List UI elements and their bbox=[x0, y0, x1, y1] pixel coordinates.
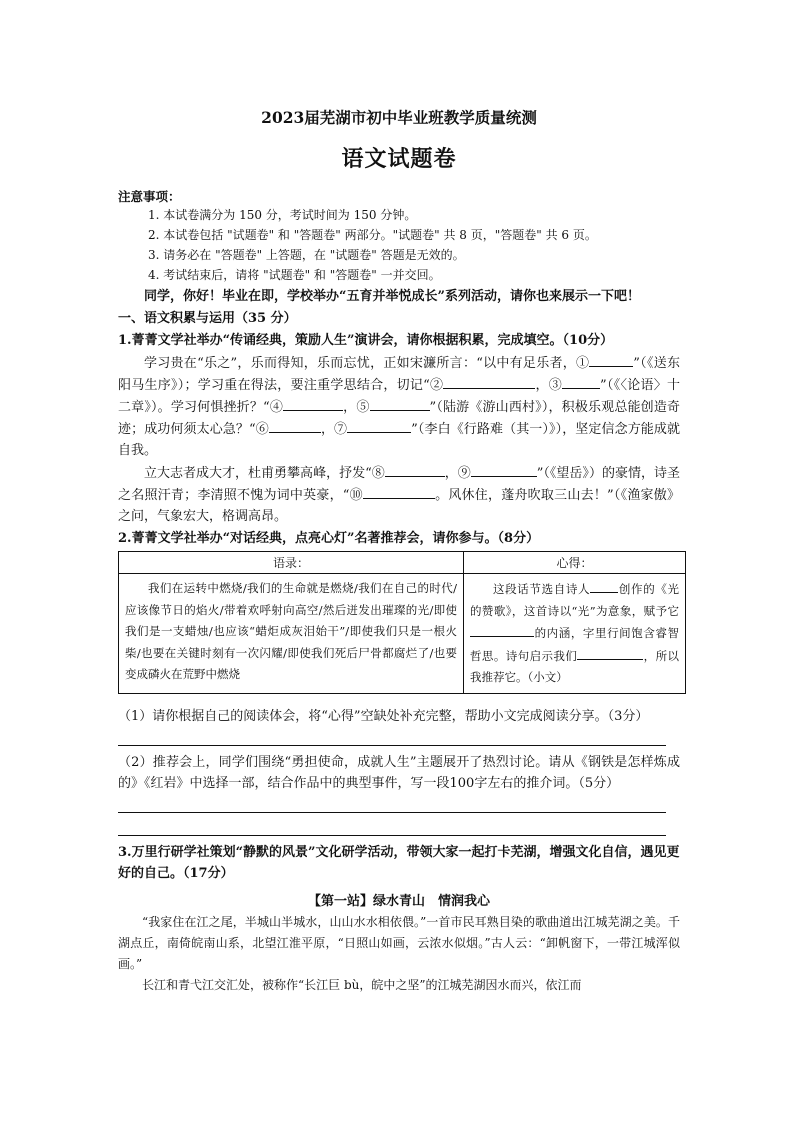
section-1-title: 一、语文积累与运用（35 分） bbox=[118, 311, 297, 326]
exam-page bbox=[118, 100, 680, 996]
blank-4[interactable] bbox=[283, 396, 343, 411]
blank-8[interactable] bbox=[385, 462, 445, 477]
q1-paragraph-2: 立大志者成大才，杜甫勇攀高峰，抒发“⑧ ，⑨ ”（《望岳》）的豪情，诗圣之名照汗青；李清照不愧为词中英豪，“⑩ 。风休住，蓬舟吹取三山去！”（《渔家傲》之问，气象宏大，格调高昂。 bbox=[118, 462, 680, 527]
q2-title: 2.菁菁文学社举办“对话经典，点亮心灯”名著推荐会，请你参与。（8分） bbox=[118, 531, 540, 546]
blank-1[interactable] bbox=[589, 352, 633, 367]
exam-subtitle: 2023届芜湖市初中毕业班教学质量统测 bbox=[261, 108, 537, 127]
notes-heading: 注意事项： bbox=[118, 189, 181, 204]
blank-insight[interactable] bbox=[577, 645, 643, 660]
q3-title: 3.万里行研学社策划“静默的风景”文化研学活动，带领大家一起打卡芜湖，增强文化自信，遇见更好的自己。（17分） bbox=[118, 844, 680, 881]
answer-line-3[interactable] bbox=[118, 817, 666, 836]
q3-paragraph-2: 长江和青弋江交汇处，被称作“长江巨 bù，皖中之坚”的江城芜湖因水而兴，依江而 bbox=[142, 977, 582, 992]
answer-line-1[interactable] bbox=[118, 727, 666, 746]
q3-paragraph-1: “我家住在江之尾，半城山半城水，山山水水相依偎。”一首市民耳熟目染的歌曲道出江城芜湖之美。千湖点丘，南倚皖南山系，北望江淮平原，“日照山如画，云浓水似烟。”古人云：“卸帆窗下，一带江城浑似画。” bbox=[118, 914, 680, 971]
note-item-3: 3. 请务必在 "答题卷" 上答题，在 "试题卷" 答题是无效的。 bbox=[148, 248, 465, 262]
q2-sub2: （2）推荐会上，同学们围绕“勇担使命，成就人生”主题展开了热烈讨论。请从《钢铁是怎样炼成的》《红岩》中选择一部，结合作品中的典型事件，写一段100字左右的推介词。（5分） bbox=[118, 754, 680, 791]
blank-meaning[interactable] bbox=[470, 622, 534, 637]
greeting: 同学，你好！毕业在即，学校举办“五育并举悦成长”系列活动，请你也来展示一下吧！ bbox=[144, 289, 640, 304]
exam-title: 语文试题卷 bbox=[341, 146, 457, 172]
blank-poet[interactable] bbox=[590, 578, 618, 593]
blank-5[interactable] bbox=[370, 396, 430, 411]
q2-sub1: （1）请你根据自己的阅读体会，将“心得”空缺处补充完整，帮助小文完成阅读分享。（3分） bbox=[118, 708, 649, 724]
note-item-2: 2. 本试卷包括 "试题卷" 和 "答题卷" 两部分。"试题卷" 共 8 页，"答题卷" 共 6 页。 bbox=[148, 228, 597, 242]
note-item-1: 1. 本试卷满分为 150 分，考试时间为 150 分钟。 bbox=[148, 208, 417, 222]
blank-10[interactable] bbox=[363, 484, 435, 499]
q1-title: 1.菁菁文学社举办“传诵经典，策励人生”演讲会，请你根据积累，完成填空。（10分） bbox=[118, 333, 614, 348]
table-insight-cell: 这段话节选自诗人 创作的《光的赞歌》，这首诗以“光”为意象，赋予它的内涵，字里行间饱含睿智哲思。诗句启示我们 ，所以我推荐它。（小文） bbox=[464, 574, 686, 694]
blank-2[interactable] bbox=[443, 374, 535, 389]
table-header-insight: 心得： bbox=[464, 552, 686, 574]
note-item-4: 4. 考试结束后，请将 "试题卷" 和 "答题卷" 一并交回。 bbox=[148, 268, 441, 282]
table-header-quote: 语录： bbox=[119, 552, 464, 574]
station-1-heading: 【第一站】绿水青山 情润我心 bbox=[307, 893, 490, 909]
blank-3[interactable] bbox=[562, 374, 600, 389]
recommendation-table bbox=[118, 551, 686, 694]
blank-9[interactable] bbox=[471, 462, 537, 477]
q1-paragraph-1: 学习贵在“乐之”，乐而得知，乐而忘忧，正如宋濂所言：“以中有足乐者，① ”（《送东阳马生序》）；学习重在得法，要注重学思结合，切记“② ，③ ”（《〈论语〉十二章》）。学习何惧挫折？“④ ，⑤ ”（陆游《游山西村》），积极乐观总能创造奇迹；成功何须太心急？“⑥ ，⑦ ”（李白《行路难（其一）》），坚定信念方能成就自我。 bbox=[118, 352, 680, 461]
answer-line-2[interactable] bbox=[118, 794, 666, 813]
table-quote-cell: 我们在运转中燃烧/我们的生命就是燃烧/我们在自己的时代/应该像节日的焰火/带着欢呼射向高空/然后迸发出璀璨的光/即使我们是一支蜡烛/也应该“蜡炬成灰泪始干”/即使我们只是一根火柴/也要在关键时刻有一次闪耀/即使我们死后尸骨都腐烂了/也要变成磷火在荒野中燃烧 bbox=[119, 574, 464, 694]
blank-6[interactable] bbox=[269, 418, 321, 433]
blank-7[interactable] bbox=[347, 418, 411, 433]
